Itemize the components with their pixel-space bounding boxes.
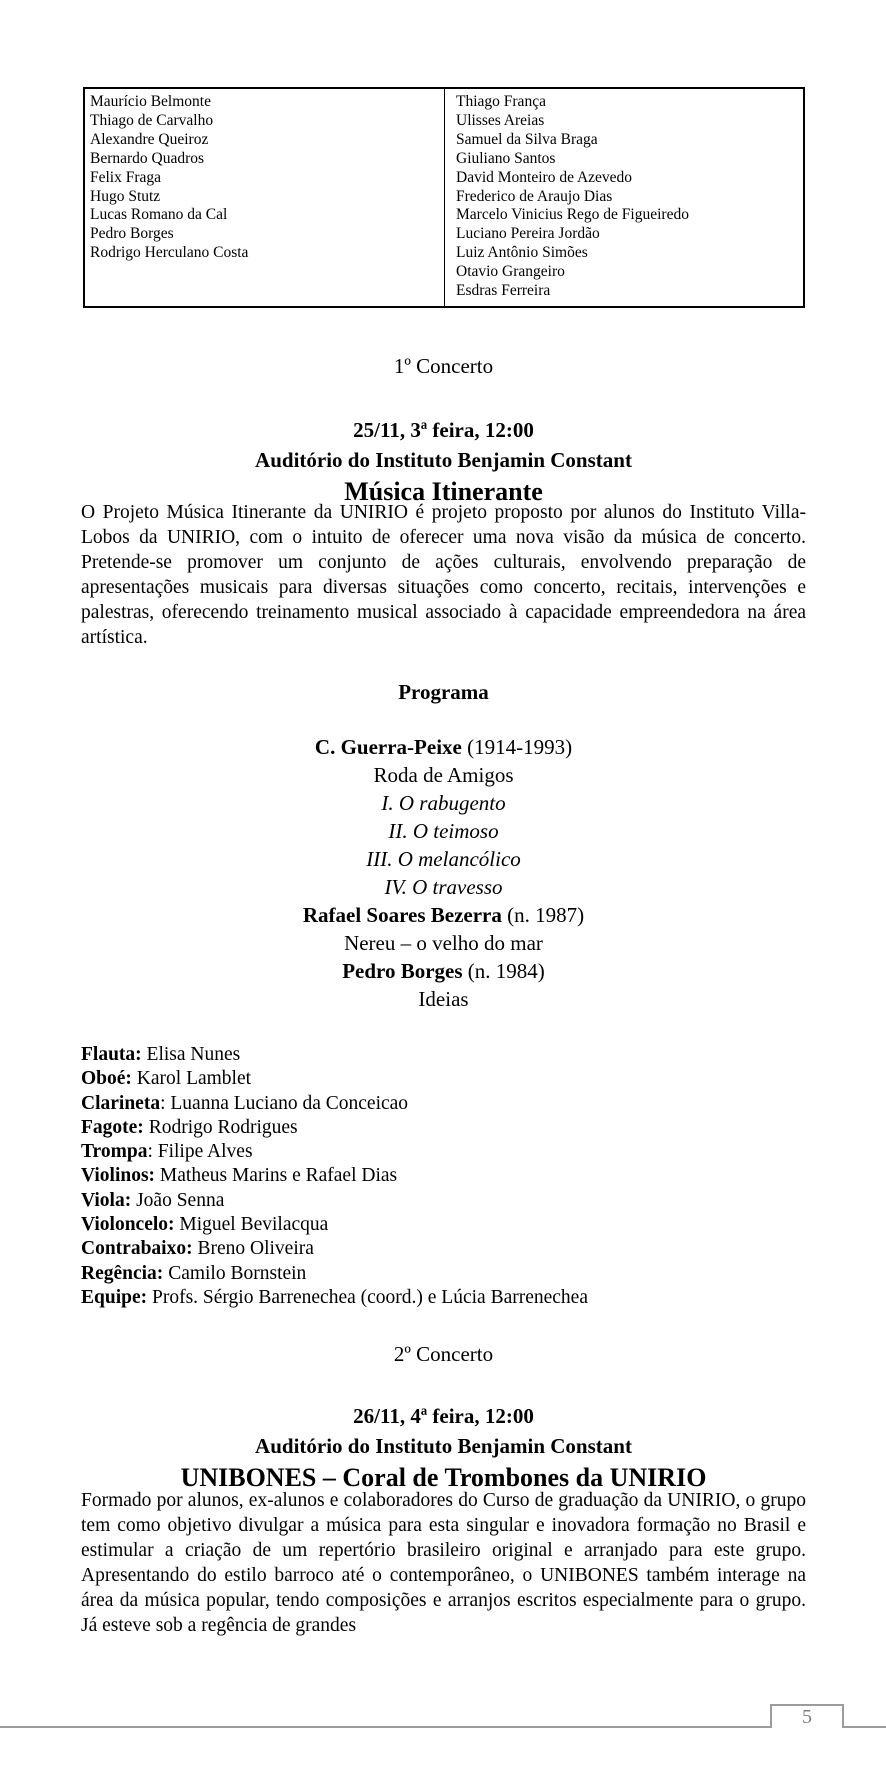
performer-label: Oboé: bbox=[81, 1068, 132, 1090]
roster-name: Thiago de Carvalho bbox=[90, 111, 214, 129]
concert1-heading: 1º Concerto bbox=[393, 354, 494, 378]
program-movement bbox=[81, 845, 806, 873]
performer-value: Luanna Luciano da Conceicao bbox=[165, 1092, 409, 1114]
performer-row bbox=[81, 1043, 588, 1067]
performer-row bbox=[81, 1116, 588, 1140]
performer-value: Camilo Bornstein bbox=[163, 1262, 307, 1284]
program-line bbox=[81, 733, 806, 761]
composer-name: C. Guerra-Peixe bbox=[314, 735, 462, 759]
roster-name: Hugo Stutz bbox=[90, 187, 161, 205]
concert2-title: UNIBONES – Coral de Trombones da UNIRIO bbox=[180, 1463, 707, 1492]
roster-name: Maurício Belmonte bbox=[90, 93, 211, 110]
program-line bbox=[81, 901, 806, 929]
performer-label: Viola: bbox=[81, 1189, 132, 1211]
performer-label: Fagote: bbox=[81, 1116, 144, 1138]
performer-value: Breno Oliveira bbox=[192, 1238, 314, 1260]
performer-label: Violinos: bbox=[81, 1165, 156, 1187]
program-line-text: II. O teimoso bbox=[388, 819, 499, 843]
roster-name: Otavio Grangeiro bbox=[456, 263, 565, 281]
concert1-program bbox=[81, 733, 806, 1013]
composer-name: Pedro Borges bbox=[342, 959, 463, 983]
concert1-date: 25/11, 3ª feira, 12:00 bbox=[353, 418, 534, 442]
performer-row bbox=[81, 1164, 588, 1188]
performer-label: Clarineta bbox=[81, 1092, 161, 1114]
roster-name: Pedro Borges bbox=[90, 225, 174, 243]
roster-name: David Monteiro de Azevedo bbox=[456, 168, 633, 186]
performer-row bbox=[81, 1067, 588, 1091]
program-movement bbox=[81, 873, 806, 901]
performer-row bbox=[81, 1286, 588, 1310]
performer-row bbox=[81, 1092, 588, 1116]
performer-label: Trompa bbox=[81, 1141, 148, 1163]
concert2-description: Formado por alunos, ex-alunos e colaboradores do Curso de graduação da UNIRIO, o grupo tem como objetivo divulgar a música para esta singular e inovadora formação no Brasil e estimular a criação de um repertório brasileiro original e arranjado para este grupo. Apresentando do estilo barroco até o contemporâneo, o UNIBONES também interage na área da música popular, tendo composições e arranjos escritos especialmente para o grupo. Já esteve sob a regência de grandes bbox=[81, 1490, 806, 1636]
performer-row bbox=[81, 1140, 588, 1164]
performer-label: Violoncelo: bbox=[81, 1214, 175, 1236]
program-line-text: III. O melancólico bbox=[366, 847, 521, 871]
roster-name: Luciano Pereira Jordão bbox=[456, 225, 600, 243]
program-line-text: Ideias bbox=[418, 987, 469, 1011]
program-line bbox=[81, 761, 806, 789]
concert2-date: 26/11, 4ª feira, 12:00 bbox=[353, 1404, 534, 1428]
concert1-header-block bbox=[81, 415, 806, 508]
program-line-text: Nereu – o velho do mar bbox=[344, 931, 543, 955]
program-line bbox=[81, 985, 806, 1013]
roster-name: Lucas Romano da Cal bbox=[90, 206, 228, 224]
performer-value: Miguel Bevilacqua bbox=[174, 1214, 329, 1236]
program-movement bbox=[81, 817, 806, 845]
concert2-heading: 2º Concerto bbox=[393, 1342, 494, 1366]
performer-label: Contrabaixo: bbox=[81, 1238, 193, 1260]
roster-name: Samuel da Silva Braga bbox=[456, 130, 598, 148]
performer-separator: : bbox=[147, 1141, 153, 1163]
roster-name: Luiz Antônio Simões bbox=[456, 244, 588, 262]
performer-row bbox=[81, 1262, 588, 1286]
roster-name: Bernardo Quadros bbox=[90, 149, 205, 167]
roster-name: Esdras Ferreira bbox=[456, 282, 551, 300]
performer-value: Matheus Marins e Rafael Dias bbox=[155, 1165, 398, 1187]
program-line-text: (n. 1984) bbox=[462, 959, 545, 983]
roster-name: Alexandre Queiroz bbox=[90, 130, 209, 148]
page-number-box bbox=[770, 1704, 844, 1728]
roster-name: Frederico de Araujo Dias bbox=[456, 187, 613, 205]
roster-name: Ulisses Areias bbox=[456, 111, 545, 129]
concert1-description: O Projeto Música Itinerante da UNIRIO é projeto proposto por alunos do Instituto Villa-Lobos da UNIRIO, com o intuito de oferecer uma nova visão da música de concerto. Pretende-se promover um conjunto de ações culturais, envolvendo preparação de apresentações musicais para diversas situações como concerto, recitais, intervenções e palestras, oferecendo treinamento musical associado à capacidade empreendedora na área artística. bbox=[81, 502, 806, 648]
performer-value: Elisa Nunes bbox=[141, 1044, 241, 1065]
program-line-text: Roda de Amigos bbox=[373, 763, 514, 787]
performer-value: João Senna bbox=[131, 1189, 225, 1211]
roster-table bbox=[83, 87, 805, 308]
performer-label: Regência: bbox=[81, 1262, 164, 1284]
performer-row bbox=[81, 1237, 588, 1261]
concert2-header-block bbox=[81, 1401, 806, 1494]
program-line-text: (1914-1993) bbox=[461, 735, 573, 759]
concert2-venue: Auditório do Instituto Benjamin Constant bbox=[255, 1434, 632, 1458]
performer-value: Rodrigo Rodrigues bbox=[143, 1116, 298, 1138]
concert1-title: Música Itinerante bbox=[344, 477, 543, 506]
footer-rule bbox=[0, 1726, 886, 1728]
roster-name: Rodrigo Herculano Costa bbox=[90, 244, 249, 262]
concert1-venue: Auditório do Instituto Benjamin Constant bbox=[255, 448, 632, 472]
roster-name: Marcelo Vinicius Rego de Figueiredo bbox=[456, 206, 689, 224]
program-line-text: IV. O travesso bbox=[384, 875, 503, 899]
roster-name: Giuliano Santos bbox=[456, 149, 556, 167]
roster-name: Thiago França bbox=[456, 93, 546, 110]
roster-column-right bbox=[445, 89, 803, 306]
roster-name: Felix Fraga bbox=[90, 168, 162, 186]
performer-row bbox=[81, 1213, 588, 1237]
concert1-performers bbox=[81, 1043, 588, 1310]
page-number: 5 bbox=[802, 1706, 812, 1728]
program-line bbox=[81, 929, 806, 957]
performer-row bbox=[81, 1189, 588, 1213]
performer-value: Karol Lamblet bbox=[131, 1068, 252, 1090]
composer-name: Rafael Soares Bezerra bbox=[302, 903, 502, 927]
program-line bbox=[81, 957, 806, 985]
performer-label: Equipe: bbox=[81, 1286, 148, 1308]
program-line-text: (n. 1987) bbox=[501, 903, 585, 927]
performer-label: Flauta: bbox=[81, 1044, 142, 1065]
roster-column-left bbox=[85, 89, 445, 306]
performer-value: Profs. Sérgio Barrenechea (coord.) e Lúcia Barrenechea bbox=[147, 1286, 588, 1308]
performer-separator: : bbox=[160, 1092, 166, 1114]
program-movement bbox=[81, 789, 806, 817]
program-line-text: I. O rabugento bbox=[381, 791, 506, 815]
performer-value: Filipe Alves bbox=[152, 1141, 253, 1163]
program-label: Programa bbox=[398, 680, 489, 704]
